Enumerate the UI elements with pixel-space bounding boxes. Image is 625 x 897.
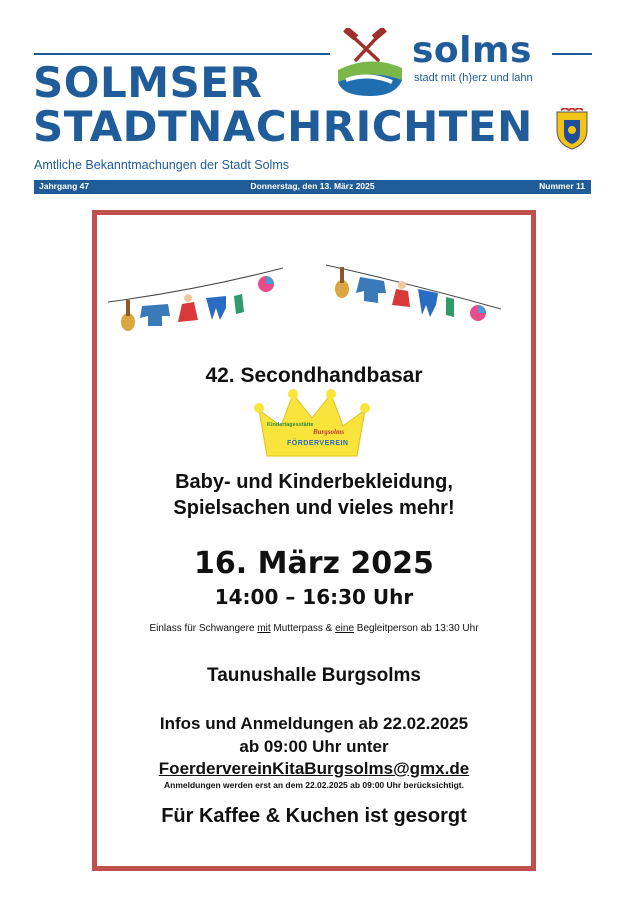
admission-note — [92, 623, 536, 634]
closing-line: Für Kaffee & Kuchen ist gesorgt — [161, 805, 467, 827]
masthead-title-line1: SOLMSER — [33, 58, 263, 107]
event-venue: Taunushalle Burgsolms — [207, 665, 421, 686]
header-rule-left — [34, 53, 330, 55]
crown-icon — [253, 388, 371, 460]
admission-text-3: Begleitperson ab 13:30 Uhr — [354, 623, 479, 634]
issue-info-bar — [34, 180, 591, 194]
contact-email-link[interactable]: FoerdervereinKitaBurgsolms@gmx.de — [158, 759, 470, 778]
volume-label: Jahrgang 47 — [39, 181, 90, 191]
event-date: 16. März 2025 — [194, 546, 434, 581]
event-time: 14:00 – 16:30 Uhr — [214, 585, 414, 609]
issue-number: Nummer 11 — [539, 181, 585, 191]
registration-info-line1: Infos und Anmeldungen ab 22.02.2025 — [159, 714, 469, 733]
poster-description-line2: Spielsachen und vieles mehr! — [173, 497, 455, 519]
admission-text-1: Einlass für Schwangere — [149, 623, 258, 634]
masthead-title-line2: STADTNACHRICHTEN — [33, 102, 533, 151]
masthead-subtitle: Amtliche Bekanntmachungen der Stadt Solms — [34, 158, 289, 172]
crown-label-bottom: FÖRDERVEREIN — [287, 440, 349, 447]
registration-note: Anmeldungen werden erst an dem 22.02.2025 ab 09:00 Uhr berücksichtigt. — [164, 780, 464, 790]
clothesline-icon — [326, 255, 501, 335]
brand-name: solms — [412, 30, 532, 71]
issue-date: Donnerstag, den 13. März 2025 — [250, 181, 375, 191]
coat-of-arms-icon — [555, 108, 589, 150]
header-rule-right — [552, 53, 592, 55]
solms-logo-icon — [334, 28, 406, 98]
brand-tagline: stadt mit (h)erz und lahn — [414, 72, 533, 84]
admission-emphasis-1: mit — [257, 623, 271, 634]
registration-info-line2: ab 09:00 Uhr unter — [239, 737, 389, 756]
crown-label-top: Kindertagesstätte — [267, 422, 314, 428]
admission-text-2: Mutterpass & — [270, 623, 336, 634]
poster-description-line1: Baby- und Kinderbekleidung, — [175, 471, 453, 493]
poster-headline: 42. Secondhandbasar — [205, 364, 423, 387]
crown-label-mid: Burgsolms — [313, 428, 345, 436]
clothesline-icon — [108, 260, 283, 340]
admission-emphasis-2: eine — [335, 623, 355, 634]
